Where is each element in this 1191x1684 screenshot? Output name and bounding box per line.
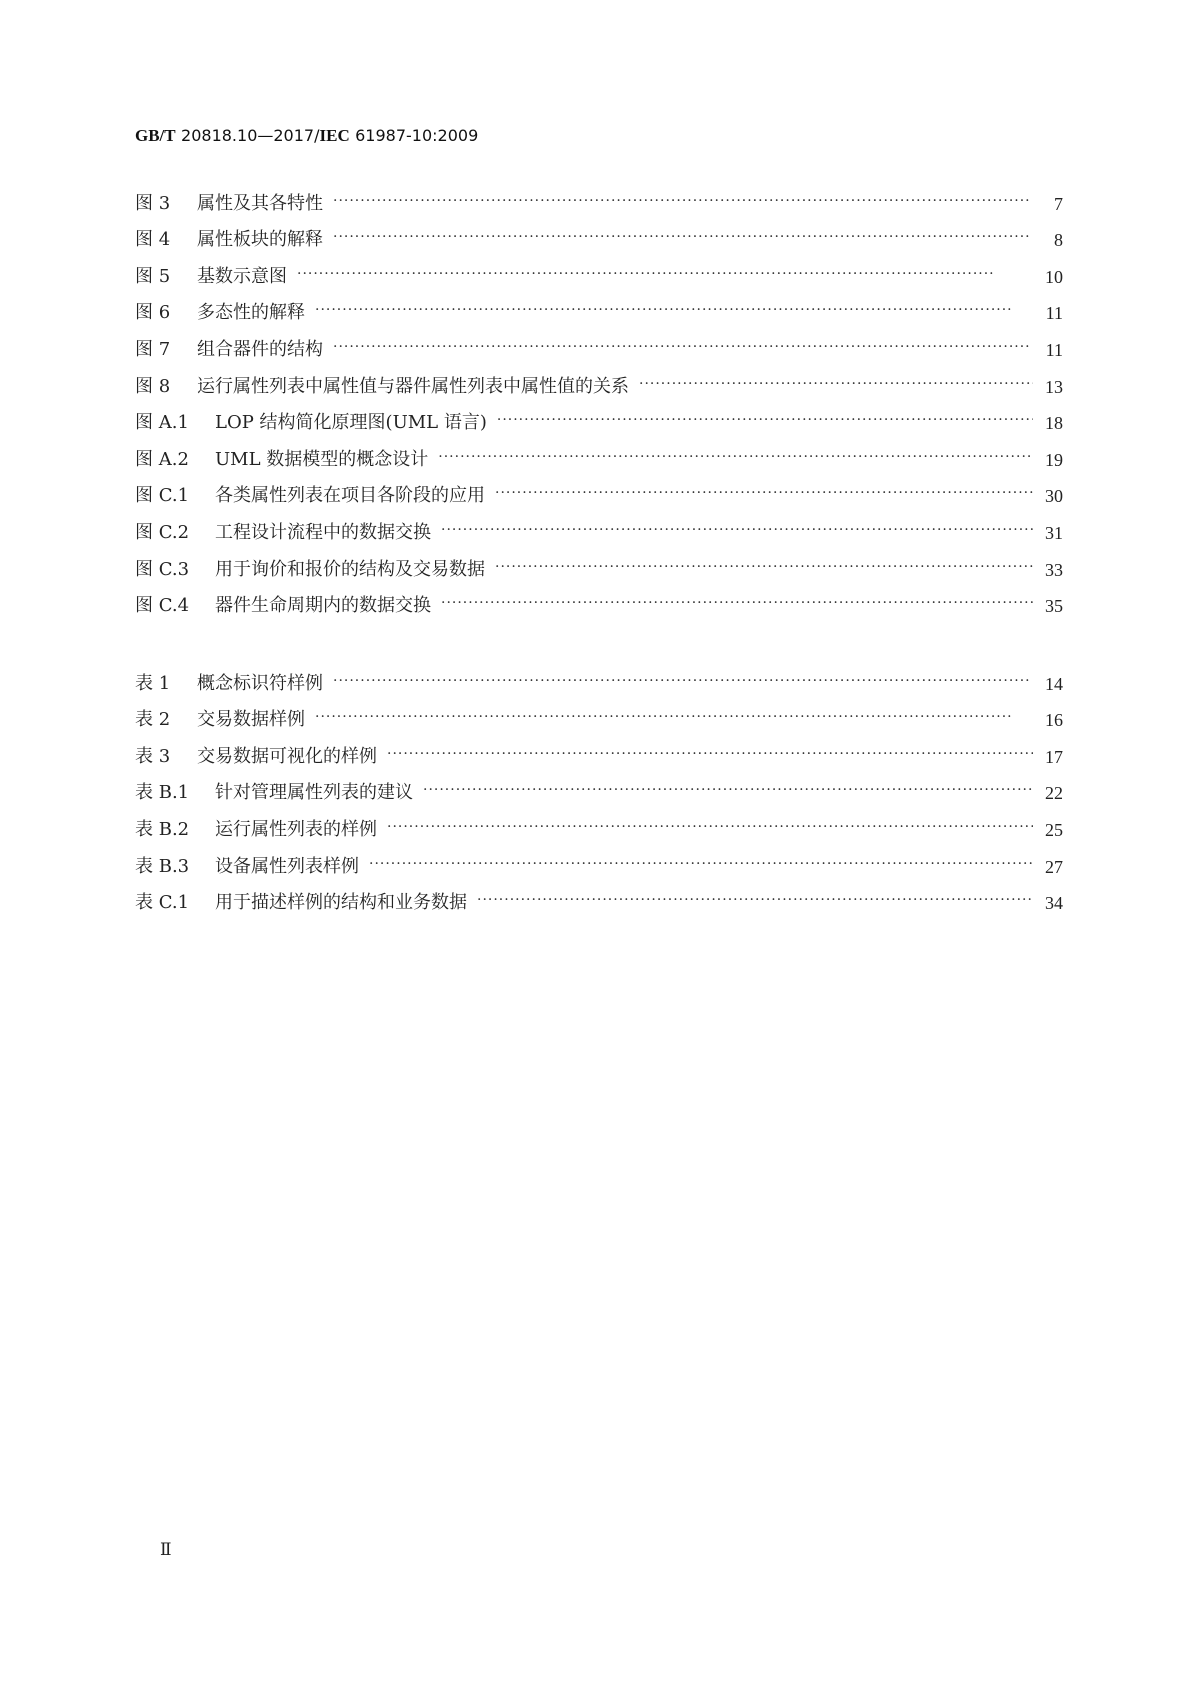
entry-page: 14 [1045, 673, 1063, 694]
entry-prefix: 图 4 [135, 229, 171, 251]
leader-dots [438, 446, 1033, 471]
toc-entry[interactable] [135, 658, 1063, 695]
toc-entry[interactable] [135, 178, 1063, 215]
entry-prefix: 图 A.2 [135, 448, 189, 470]
entry-prefix: 图 6 [135, 302, 171, 324]
entry-page: 34 [1045, 893, 1063, 914]
leader-dots [639, 373, 1033, 398]
entry-page: 11 [1045, 303, 1063, 324]
leader-dots [423, 779, 1033, 804]
leader-dots [369, 853, 1033, 878]
entry-page: 13 [1045, 376, 1063, 397]
toc-entry[interactable] [135, 695, 1063, 732]
entry-prefix: 表 C.1 [135, 892, 190, 914]
entry-title: 设备属性列表样例 [215, 855, 359, 877]
toc-entry[interactable] [135, 841, 1063, 878]
entry-title: 运行属性列表的样例 [215, 818, 377, 840]
toc-entry[interactable] [135, 731, 1063, 768]
entry-page: 7 [1054, 193, 1063, 214]
leader-dots [387, 743, 1033, 768]
standard-number: 20818.10—2017/ [181, 126, 320, 145]
entry-title: 概念标识符样例 [197, 672, 323, 694]
toc-entry[interactable] [135, 324, 1063, 361]
entry-prefix: 图 5 [135, 265, 171, 287]
leader-dots [333, 226, 1033, 251]
entry-title: 器件生命周期内的数据交换 [215, 595, 431, 617]
entry-prefix: 表 1 [135, 672, 171, 694]
entry-page: 31 [1045, 522, 1063, 543]
toc-entry[interactable] [135, 768, 1063, 805]
leader-dots [497, 409, 1033, 434]
entry-prefix: 表 B.2 [135, 818, 190, 840]
page-number: Ⅱ [160, 1540, 172, 1559]
leader-dots [333, 190, 1033, 215]
entry-title: 多态性的解释 [197, 302, 305, 324]
toc-entry[interactable] [135, 878, 1063, 915]
leader-dots [441, 592, 1033, 617]
entry-title: UML 数据模型的概念设计 [215, 448, 429, 470]
entry-prefix: 图 C.2 [135, 521, 190, 543]
entry-prefix: 图 7 [135, 338, 171, 360]
entry-page: 16 [1045, 710, 1063, 731]
entry-page: 33 [1045, 559, 1063, 580]
toc-entry[interactable] [135, 398, 1063, 435]
entry-prefix: 表 B.3 [135, 855, 190, 877]
entry-prefix: 图 C.1 [135, 485, 190, 507]
leader-dots [495, 556, 1033, 581]
iec-number: 61987-10:2009 [355, 126, 479, 145]
entry-page: 22 [1045, 783, 1063, 804]
entry-title: 工程设计流程中的数据交换 [215, 521, 431, 543]
entry-title: 用于询价和报价的结构及交易数据 [215, 558, 485, 580]
leader-dots [315, 299, 1033, 324]
leader-dots [333, 336, 1033, 361]
iec-prefix: IEC [319, 126, 350, 145]
leader-dots [315, 706, 1033, 731]
toc-entry[interactable] [135, 804, 1063, 841]
toc-entry[interactable] [135, 361, 1063, 398]
leader-dots [387, 816, 1033, 841]
entry-page: 25 [1045, 819, 1063, 840]
entry-title: 针对管理属性列表的建议 [215, 782, 413, 804]
leader-dots [441, 519, 1033, 544]
entry-page: 35 [1045, 596, 1063, 617]
toc-entry[interactable] [135, 215, 1063, 252]
entry-page: 8 [1054, 230, 1063, 251]
entry-prefix: 表 3 [135, 745, 171, 767]
toc-entry[interactable] [135, 581, 1063, 618]
entry-prefix: 图 8 [135, 375, 171, 397]
entry-title: 运行属性列表中属性值与器件属性列表中属性值的关系 [197, 375, 629, 397]
entry-title: 各类属性列表在项目各阶段的应用 [215, 485, 485, 507]
entry-title: 交易数据可视化的样例 [197, 745, 377, 767]
leader-dots [297, 263, 1033, 288]
leader-dots [477, 889, 1033, 914]
toc-entry[interactable] [135, 544, 1063, 581]
entry-prefix: 图 3 [135, 192, 171, 214]
leader-dots [495, 482, 1033, 507]
toc-entry[interactable] [135, 434, 1063, 471]
entry-title: 组合器件的结构 [197, 338, 323, 360]
entry-title: 属性及其各特性 [197, 192, 323, 214]
leader-dots [333, 670, 1033, 695]
entry-title: LOP 结构简化原理图(UML 语言) [215, 412, 487, 434]
entry-prefix: 图 C.3 [135, 558, 190, 580]
standard-prefix: GB/T [135, 126, 176, 145]
document-header [135, 126, 478, 146]
entry-title: 属性板块的解释 [197, 229, 323, 251]
entry-title: 用于描述样例的结构和业务数据 [215, 892, 467, 914]
entry-title: 交易数据样例 [197, 709, 305, 731]
entry-page: 27 [1045, 856, 1063, 877]
figure-list [135, 178, 1063, 617]
toc-entry[interactable] [135, 251, 1063, 288]
entry-prefix: 表 2 [135, 709, 171, 731]
entry-page: 17 [1045, 746, 1063, 767]
entry-page: 18 [1045, 413, 1063, 434]
entry-page: 30 [1045, 486, 1063, 507]
entry-page: 10 [1045, 266, 1063, 287]
toc-entry[interactable] [135, 471, 1063, 508]
entry-page: 19 [1045, 449, 1063, 470]
entry-prefix: 表 B.1 [135, 782, 190, 804]
entry-title: 基数示意图 [197, 265, 287, 287]
entry-page: 11 [1045, 339, 1063, 360]
entry-prefix: 图 A.1 [135, 412, 189, 434]
entry-prefix: 图 C.4 [135, 595, 190, 617]
table-list [135, 658, 1063, 914]
toc-entry[interactable] [135, 288, 1063, 325]
toc-entry[interactable] [135, 507, 1063, 544]
